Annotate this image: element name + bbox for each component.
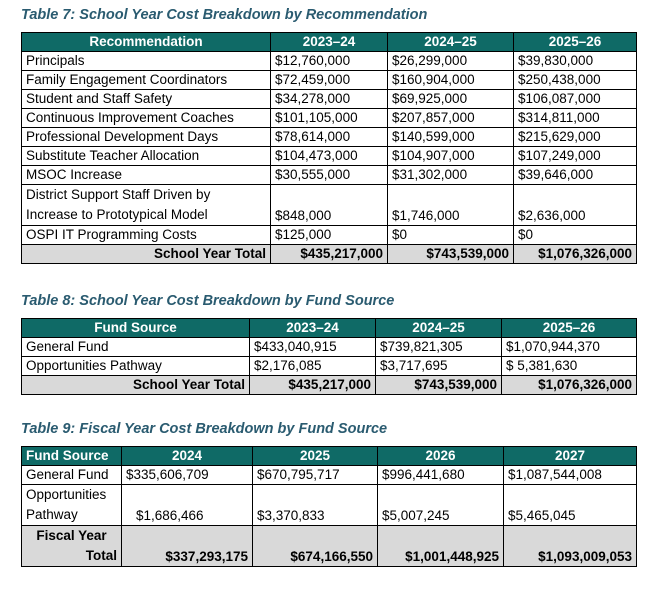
total-value: $435,217,000	[250, 376, 376, 395]
cell-value: $125,000	[271, 226, 388, 245]
cell-value: $ 5,381,630	[502, 357, 637, 376]
row-label: Opportunities Pathway	[22, 357, 250, 376]
cell-value: $739,821,305	[376, 338, 502, 357]
total-value: $1,001,448,925	[378, 526, 504, 567]
row-label-line: Pathway	[26, 507, 78, 522]
row-label: MSOC Increase	[22, 166, 271, 185]
cell-value: $106,087,000	[514, 90, 637, 109]
table7	[21, 32, 637, 264]
cell-value: $314,811,000	[514, 109, 637, 128]
row-label: Professional Development Days	[22, 128, 271, 147]
cell-value: $78,614,000	[271, 128, 388, 147]
row-label	[22, 185, 271, 226]
total-row	[22, 376, 637, 395]
cell-value: $215,629,000	[514, 128, 637, 147]
table-row	[22, 71, 637, 90]
header-fund-source: Fund Source	[22, 447, 122, 466]
cell-value: $31,302,000	[388, 166, 514, 185]
cell-value: $5,465,045	[504, 485, 637, 526]
total-label: School Year Total	[22, 245, 271, 264]
table-row	[22, 185, 637, 226]
total-label-line: Total	[85, 548, 117, 563]
cell-value: $140,599,000	[388, 128, 514, 147]
total-row	[22, 245, 637, 264]
table-row	[22, 90, 637, 109]
cell-value: $39,646,000	[514, 166, 637, 185]
table-row	[22, 226, 637, 245]
table-row	[22, 338, 637, 357]
cell-value: $104,907,000	[388, 147, 514, 166]
total-label: School Year Total	[22, 376, 250, 395]
cell-value: $335,606,709	[122, 466, 253, 485]
header-2025-26: 2025–26	[502, 319, 637, 338]
cell-value: $104,473,000	[271, 147, 388, 166]
total-value: $337,293,175	[122, 526, 253, 567]
table7-caption: Table 7: School Year Cost Breakdown by Recommendation	[21, 7, 428, 23]
table8-caption: Table 8: School Year Cost Breakdown by Fund Source	[21, 293, 395, 309]
table-row	[22, 485, 637, 526]
header-fund-source: Fund Source	[22, 319, 250, 338]
row-label: General Fund	[22, 466, 122, 485]
header-recommendation: Recommendation	[22, 33, 271, 52]
table-row	[22, 147, 637, 166]
total-label-line: Fiscal Year	[36, 528, 107, 543]
cell-value: $0	[388, 226, 514, 245]
total-label	[22, 526, 122, 567]
row-label-line: Opportunities	[26, 487, 107, 502]
total-row	[22, 526, 637, 567]
header-2027: 2027	[504, 447, 637, 466]
table-row	[22, 466, 637, 485]
row-label: Student and Staff Safety	[22, 90, 271, 109]
cell-value: $72,459,000	[271, 71, 388, 90]
row-label-line: District Support Staff Driven by	[26, 187, 211, 202]
cell-value: $3,370,833	[253, 485, 378, 526]
total-value: $1,093,009,053	[504, 526, 637, 567]
total-value: $674,166,550	[253, 526, 378, 567]
table9-caption: Table 9: Fiscal Year Cost Breakdown by Fund Source	[21, 421, 388, 437]
cell-value: $1,686,466	[122, 485, 253, 526]
cell-value: $34,278,000	[271, 90, 388, 109]
header-2025-26: 2025–26	[514, 33, 637, 52]
table-row	[22, 52, 637, 71]
row-label: Principals	[22, 52, 271, 71]
cell-value: $848,000	[271, 185, 388, 226]
table-row	[22, 357, 637, 376]
cell-value: $5,007,245	[378, 485, 504, 526]
cell-value: $1,070,944,370	[502, 338, 637, 357]
row-label-line: Increase to Prototypical Model	[26, 207, 208, 222]
cell-value: $69,925,000	[388, 90, 514, 109]
row-label: Continuous Improvement Coaches	[22, 109, 271, 128]
total-value: $1,076,326,000	[514, 245, 637, 264]
cell-value: $996,441,680	[378, 466, 504, 485]
table8-header-row	[22, 319, 637, 338]
row-label: General Fund	[22, 338, 250, 357]
cell-value: $0	[514, 226, 637, 245]
cell-value: $1,746,000	[388, 185, 514, 226]
row-label: OSPI IT Programming Costs	[22, 226, 271, 245]
cell-value: $101,105,000	[271, 109, 388, 128]
header-2023-24: 2023–24	[271, 33, 388, 52]
header-2024-25: 2024–25	[388, 33, 514, 52]
table-row	[22, 166, 637, 185]
row-label	[22, 485, 122, 526]
total-value: $435,217,000	[271, 245, 388, 264]
header-2024-25: 2024–25	[376, 319, 502, 338]
cell-value: $3,717,695	[376, 357, 502, 376]
table9	[21, 446, 637, 567]
cell-value: $2,176,085	[250, 357, 376, 376]
header-2025: 2025	[253, 447, 378, 466]
cell-value: $39,830,000	[514, 52, 637, 71]
table9-header-row	[22, 447, 637, 466]
header-2023-24: 2023–24	[250, 319, 376, 338]
total-value: $743,539,000	[388, 245, 514, 264]
cell-value: $30,555,000	[271, 166, 388, 185]
cell-value: $250,438,000	[514, 71, 637, 90]
cell-value: $433,040,915	[250, 338, 376, 357]
header-2026: 2026	[378, 447, 504, 466]
table-row	[22, 128, 637, 147]
total-value: $743,539,000	[376, 376, 502, 395]
cell-value: $26,299,000	[388, 52, 514, 71]
cell-value: $670,795,717	[253, 466, 378, 485]
header-2024: 2024	[122, 447, 253, 466]
cell-value: $160,904,000	[388, 71, 514, 90]
table-row	[22, 109, 637, 128]
cell-value: $12,760,000	[271, 52, 388, 71]
total-value: $1,076,326,000	[502, 376, 637, 395]
cell-value: $107,249,000	[514, 147, 637, 166]
cell-value: $1,087,544,008	[504, 466, 637, 485]
row-label: Family Engagement Coordinators	[22, 71, 271, 90]
cell-value: $2,636,000	[514, 185, 637, 226]
cell-value: $207,857,000	[388, 109, 514, 128]
table7-header-row	[22, 33, 637, 52]
table8	[21, 318, 637, 395]
row-label: Substitute Teacher Allocation	[22, 147, 271, 166]
